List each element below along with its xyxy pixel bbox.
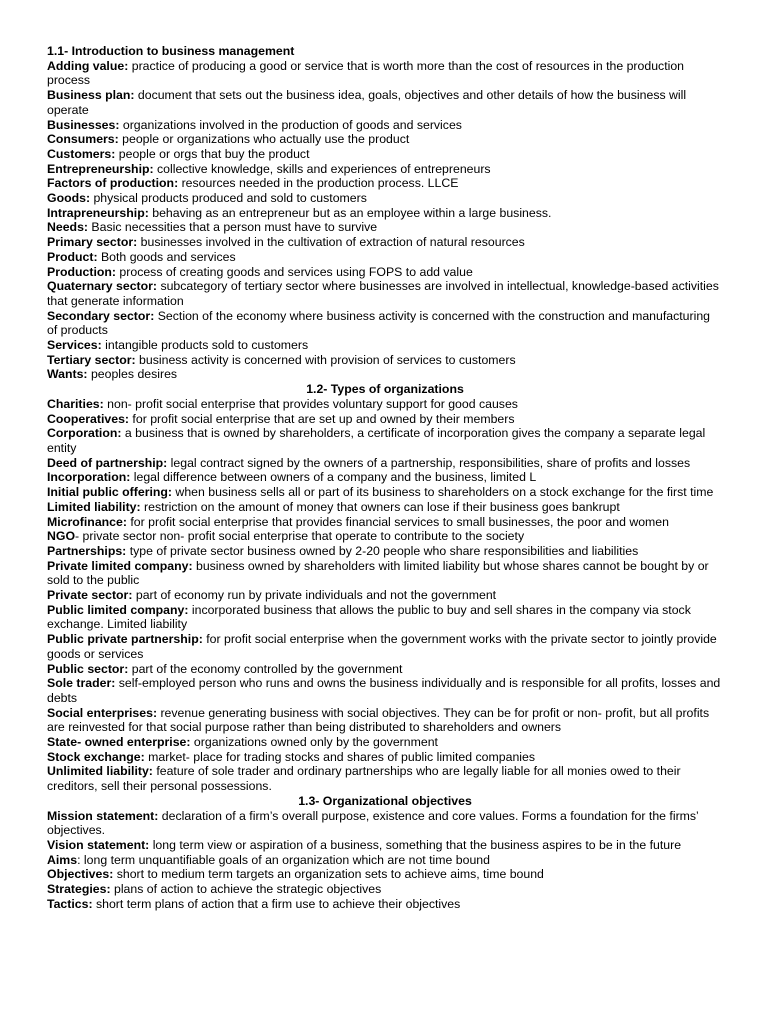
glossary-definition: plans of action to achieve the strategic objectives (110, 882, 382, 897)
glossary-term: Partnerships: (47, 543, 127, 558)
glossary-term: Strategies: (47, 882, 111, 897)
glossary-definition: short to medium term targets an organization sets to achieve aims, time bound (113, 867, 544, 882)
glossary-term: Quaternary sector: (47, 279, 158, 294)
glossary-term: State- owned enterprise: (47, 735, 191, 750)
glossary-definition: restriction on the amount of money that owners can lose if their business goes bankrupt (140, 499, 620, 514)
glossary-term: Incorporation: (47, 470, 131, 485)
glossary-term: Factors of production: (47, 176, 179, 191)
glossary-entry (47, 265, 723, 280)
glossary-definition: document that sets out the business idea, goals, objectives and other details of how the business will operate (47, 88, 687, 117)
glossary-entry (47, 206, 723, 221)
glossary-definition: incorporated business that allows the public to buy and sell shares in the company via stock exchange. Limited liability (47, 602, 691, 632)
glossary-entry (47, 309, 723, 338)
glossary-entry (47, 132, 723, 147)
glossary-definition: declaration of a firm’s overall purpose, existence and core values. Forms a foundation for the firms’ objectives. (47, 808, 699, 838)
glossary-entry (47, 59, 723, 88)
glossary-entry (47, 118, 723, 133)
glossary-entry (47, 88, 723, 117)
glossary-entry (47, 279, 723, 308)
glossary-term: Production: (47, 264, 116, 279)
glossary-entry (47, 176, 723, 191)
glossary-definition: short term plans of action that a firm use to achieve their objectives (92, 896, 461, 911)
glossary-term: Aims (47, 852, 78, 867)
glossary-definition: for profit social enterprise when the government works with the private sector to jointly provide goods or services (47, 632, 717, 661)
document-page (47, 44, 723, 911)
glossary-definition: physical products produced and sold to customers (90, 191, 367, 206)
glossary-entry (47, 220, 723, 235)
glossary-definition: intangible products sold to customers (101, 338, 309, 353)
glossary-definition: feature of sole trader and ordinary partnerships who are legally liable for all monies owed to their creditors, sell their personal possessions. (47, 764, 681, 794)
section-heading: 1.2- Types of organizations (306, 382, 464, 397)
glossary-term: Intrapreneurship: (47, 205, 149, 220)
glossary-definition: business owned by shareholders with limited liability but whose shares cannot be bought by or sold to the public (47, 558, 709, 588)
glossary-definition: subcategory of tertiary sector where businesses are involved in intellectual, knowledge-based activities that generate information (47, 279, 719, 308)
glossary-term: Businesses: (47, 117, 120, 132)
glossary-definition: part of economy run by private individuals and not the government (132, 588, 497, 603)
glossary-definition: - private sector non- profit social enterprise that operate to contribute to the society (75, 529, 525, 544)
glossary-term: Adding value: (47, 58, 129, 73)
glossary-term: Social enterprises: (47, 705, 158, 720)
glossary-definition: non- profit social enterprise that provides voluntary support for good causes (103, 396, 518, 411)
glossary-entry (47, 338, 723, 353)
glossary-definition: collective knowledge, skills and experiences of entrepreneurs (153, 161, 491, 176)
glossary-entry (47, 809, 723, 838)
glossary-definition: process of creating goods and services using FOPS to add value (116, 264, 473, 279)
glossary-definition: Basic necessities that a person must have to survive (88, 220, 378, 235)
glossary-entry (47, 426, 723, 455)
glossary-term: Product: (47, 249, 98, 264)
glossary-definition: market- place for trading stocks and shares of public limited companies (144, 749, 535, 764)
glossary-definition: : long term unquantifiable goals of an organization which are not time bound (77, 852, 490, 867)
glossary-term: Tactics: (47, 896, 93, 911)
glossary-entry (47, 897, 723, 912)
glossary-term: Stock exchange: (47, 749, 145, 764)
glossary-definition: revenue generating business with social objectives. They can be for profit or non- profit, but all profits are reinvested for that social purpose rather than being distributed to shareholders and owners (47, 705, 710, 735)
glossary-definition: business activity is concerned with provision of services to customers (135, 352, 516, 367)
glossary-term: Public sector: (47, 661, 129, 676)
glossary-entry (47, 367, 723, 382)
glossary-entry (47, 235, 723, 250)
glossary-entry (47, 588, 723, 603)
glossary-definition: organizations owned only by the government (190, 735, 438, 750)
glossary-entry (47, 147, 723, 162)
glossary-term: Private limited company: (47, 558, 193, 573)
glossary-definition: peoples desires (87, 367, 178, 382)
glossary-definition: businesses involved in the cultivation of extraction of natural resources (137, 235, 525, 250)
glossary-definition: organizations involved in the production of goods and services (119, 117, 462, 132)
glossary-definition: people or orgs that buy the product (115, 146, 310, 161)
glossary-entry (47, 529, 723, 544)
glossary-term: Secondary sector: (47, 308, 155, 323)
glossary-definition: people or organizations who actually use the product (118, 132, 410, 147)
glossary-entry (47, 412, 723, 427)
glossary-term: Charities: (47, 396, 104, 411)
glossary-term: Sole trader: (47, 676, 116, 691)
glossary-definition: type of private sector business owned by 2-20 people who share responsibilities and liabilities (126, 543, 639, 558)
glossary-entry (47, 603, 723, 632)
glossary-entry (47, 735, 723, 750)
glossary-entry (47, 559, 723, 588)
glossary-term: Entrepreneurship: (47, 161, 154, 176)
glossary-entry (47, 764, 723, 793)
glossary-entry (47, 544, 723, 559)
glossary-term: Tertiary sector: (47, 352, 136, 367)
glossary-entry (47, 662, 723, 677)
glossary-term: Public limited company: (47, 602, 189, 617)
glossary-entry (47, 353, 723, 368)
glossary-definition: part of the economy controlled by the government (128, 661, 403, 676)
glossary-definition: Section of the economy where business activity is concerned with the construction and manufacturing of products (47, 308, 711, 338)
glossary-term: Goods: (47, 191, 91, 206)
glossary-entry (47, 250, 723, 265)
glossary-term: Consumers: (47, 132, 119, 147)
glossary-term: Deed of partnership: (47, 455, 168, 470)
glossary-term: Cooperatives: (47, 411, 130, 426)
glossary-entry (47, 750, 723, 765)
glossary-entry (47, 397, 723, 412)
glossary-term: NGO (47, 529, 76, 544)
glossary-definition: legal contract signed by the owners of a partnership, responsibilities, share of profits and losses (167, 455, 691, 470)
glossary-entry (47, 632, 723, 661)
glossary-definition: legal difference between owners of a company and the business, limited L (130, 470, 537, 485)
glossary-term: Primary sector: (47, 235, 138, 250)
glossary-term: Objectives: (47, 867, 114, 882)
glossary-term: Initial public offering: (47, 485, 173, 500)
glossary-entry (47, 838, 723, 853)
glossary-term: Customers: (47, 146, 116, 161)
glossary-entry (47, 485, 723, 500)
glossary-definition: a business that is owned by shareholders, a certificate of incorporation gives the company a separate legal entity (47, 426, 706, 455)
glossary-definition: resources needed in the production process. LLCE (178, 176, 459, 191)
glossary-definition: Both goods and services (97, 249, 236, 264)
glossary-term: Unlimited liability: (47, 764, 153, 779)
glossary-definition: self-employed person who runs and owns the business individually and is responsible for all profits, losses and debts (47, 676, 721, 705)
glossary-term: Mission statement: (47, 808, 159, 823)
glossary-entry (47, 853, 723, 868)
glossary-definition: for profit social enterprise that are set up and owned by their members (129, 411, 515, 426)
glossary-entry (47, 470, 723, 485)
glossary-entry (47, 706, 723, 735)
glossary-definition: when business sells all or part of its business to shareholders on a stock exchange for the first time (172, 485, 714, 500)
section-heading: 1.3- Organizational objectives (298, 793, 472, 808)
glossary-term: Public private partnership: (47, 632, 203, 647)
glossary-term: Limited liability: (47, 499, 141, 514)
glossary-definition: for profit social enterprise that provides financial services to small businesses, the poor and women (126, 514, 669, 529)
glossary-entry (47, 867, 723, 882)
glossary-entry (47, 162, 723, 177)
glossary-term: Needs: (47, 220, 89, 235)
glossary-term: Corporation: (47, 426, 122, 441)
glossary-term: Wants: (47, 367, 88, 382)
glossary-term: Vision statement: (47, 837, 150, 852)
glossary-entry (47, 191, 723, 206)
glossary-entry (47, 515, 723, 530)
glossary-definition: long term view or aspiration of a business, something that the business aspires to be in the future (149, 837, 682, 852)
glossary-term: Services: (47, 338, 102, 353)
glossary-entry (47, 676, 723, 705)
glossary-term: Microfinance: (47, 514, 127, 529)
glossary-definition: behaving as an entrepreneur but as an employee within a large business. (148, 205, 552, 220)
glossary-term: Private sector: (47, 588, 133, 603)
glossary-term: Business plan: (47, 88, 135, 103)
glossary-entry (47, 456, 723, 471)
section-heading: 1.1- Introduction to business management (47, 44, 295, 58)
glossary-definition: practice of producing a good or service that is worth more than the cost of resources in the production process (47, 58, 685, 88)
glossary-entry (47, 882, 723, 897)
glossary-entry (47, 500, 723, 515)
